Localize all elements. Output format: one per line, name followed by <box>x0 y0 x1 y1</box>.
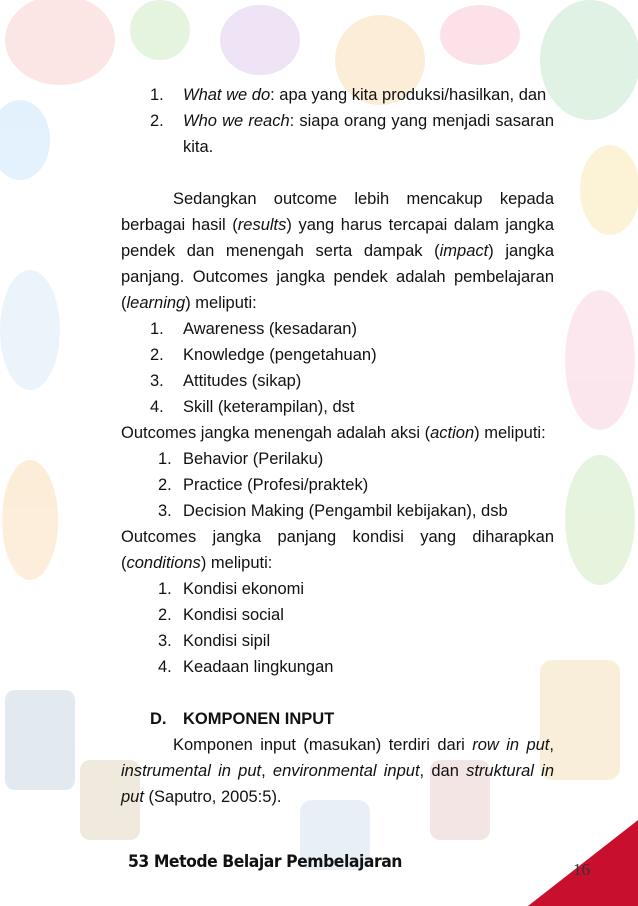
spacer <box>121 680 554 706</box>
monster-decoration <box>0 100 50 180</box>
book-title: 53 Metode Belajar Pembelajaran <box>128 852 402 872</box>
paragraph-line: berbagai hasil (results) yang harus tercapai dalam jangka <box>121 216 554 234</box>
list-item: 2. Practice (Profesi/praktek) <box>158 476 369 494</box>
list-item: 2. Knowledge (pengetahuan) <box>150 346 377 364</box>
list-item: 2. Kondisi social <box>158 606 284 624</box>
monster-decoration <box>220 5 300 75</box>
kid-decoration <box>565 290 635 430</box>
paragraph-line: put (Saputro, 2005:5). <box>121 788 282 806</box>
paragraph-line: pendek dan menengah serta dampak (impact) jangka <box>121 242 554 260</box>
list-text: What we do: apa yang kita produksi/hasilkan, dan <box>183 86 547 104</box>
section-heading: D. KOMPONEN INPUT <box>150 710 335 728</box>
paragraph-line: instrumental in put, environmental input, dan struktural in <box>121 762 555 780</box>
paragraph-line: Komponen input (masukan) terdiri dari row in put, <box>173 736 554 754</box>
list-text: Who we reach: siapa orang yang menjadi sasaran <box>183 112 554 130</box>
paragraph-line: (conditions) meliputi: <box>121 554 273 572</box>
page-content <box>121 82 554 810</box>
page-number: 16 <box>573 860 590 879</box>
list-item: 3. Decision Making (Pengambil kebijakan), dsb <box>158 502 508 520</box>
list-item: 4. Keadaan lingkungan <box>158 658 334 676</box>
monster-decoration <box>440 5 520 65</box>
robot-decoration <box>5 690 75 790</box>
monster-decoration <box>130 0 190 60</box>
list-item: 1. Awareness (kesadaran) <box>150 320 357 338</box>
list-item: 3. Attitudes (sikap) <box>150 372 302 390</box>
list-item: 1. Behavior (Perilaku) <box>158 450 324 468</box>
paragraph-line: Outcomes jangka panjang kondisi yang diharapkan <box>121 528 554 546</box>
list-item: 1. Kondisi ekonomi <box>158 580 305 598</box>
list-item <box>121 82 554 108</box>
kid-decoration <box>565 455 635 585</box>
list-item <box>121 108 554 134</box>
list-continuation: kita. <box>183 138 214 156</box>
kid-decoration <box>0 270 60 390</box>
paragraph-line: (learning) meliputi: <box>121 294 257 312</box>
list-number: 1. <box>150 86 164 104</box>
kid-decoration <box>2 460 58 580</box>
monster-decoration <box>540 0 638 120</box>
paragraph-line: Outcomes jangka menengah adalah aksi (action) meliputi: <box>121 424 546 442</box>
list-item: 4. Skill (keterampilan), dst <box>150 398 355 416</box>
list-number: 2. <box>150 112 164 130</box>
monster-decoration <box>580 145 638 235</box>
paragraph-line: Sedangkan outcome lebih mencakup kepada <box>173 190 554 208</box>
paragraph-line: panjang. Outcomes jangka pendek adalah pembelajaran <box>121 268 554 286</box>
spacer <box>121 160 554 186</box>
list-item: 3. Kondisi sipil <box>158 632 271 650</box>
monster-decoration <box>5 0 115 85</box>
